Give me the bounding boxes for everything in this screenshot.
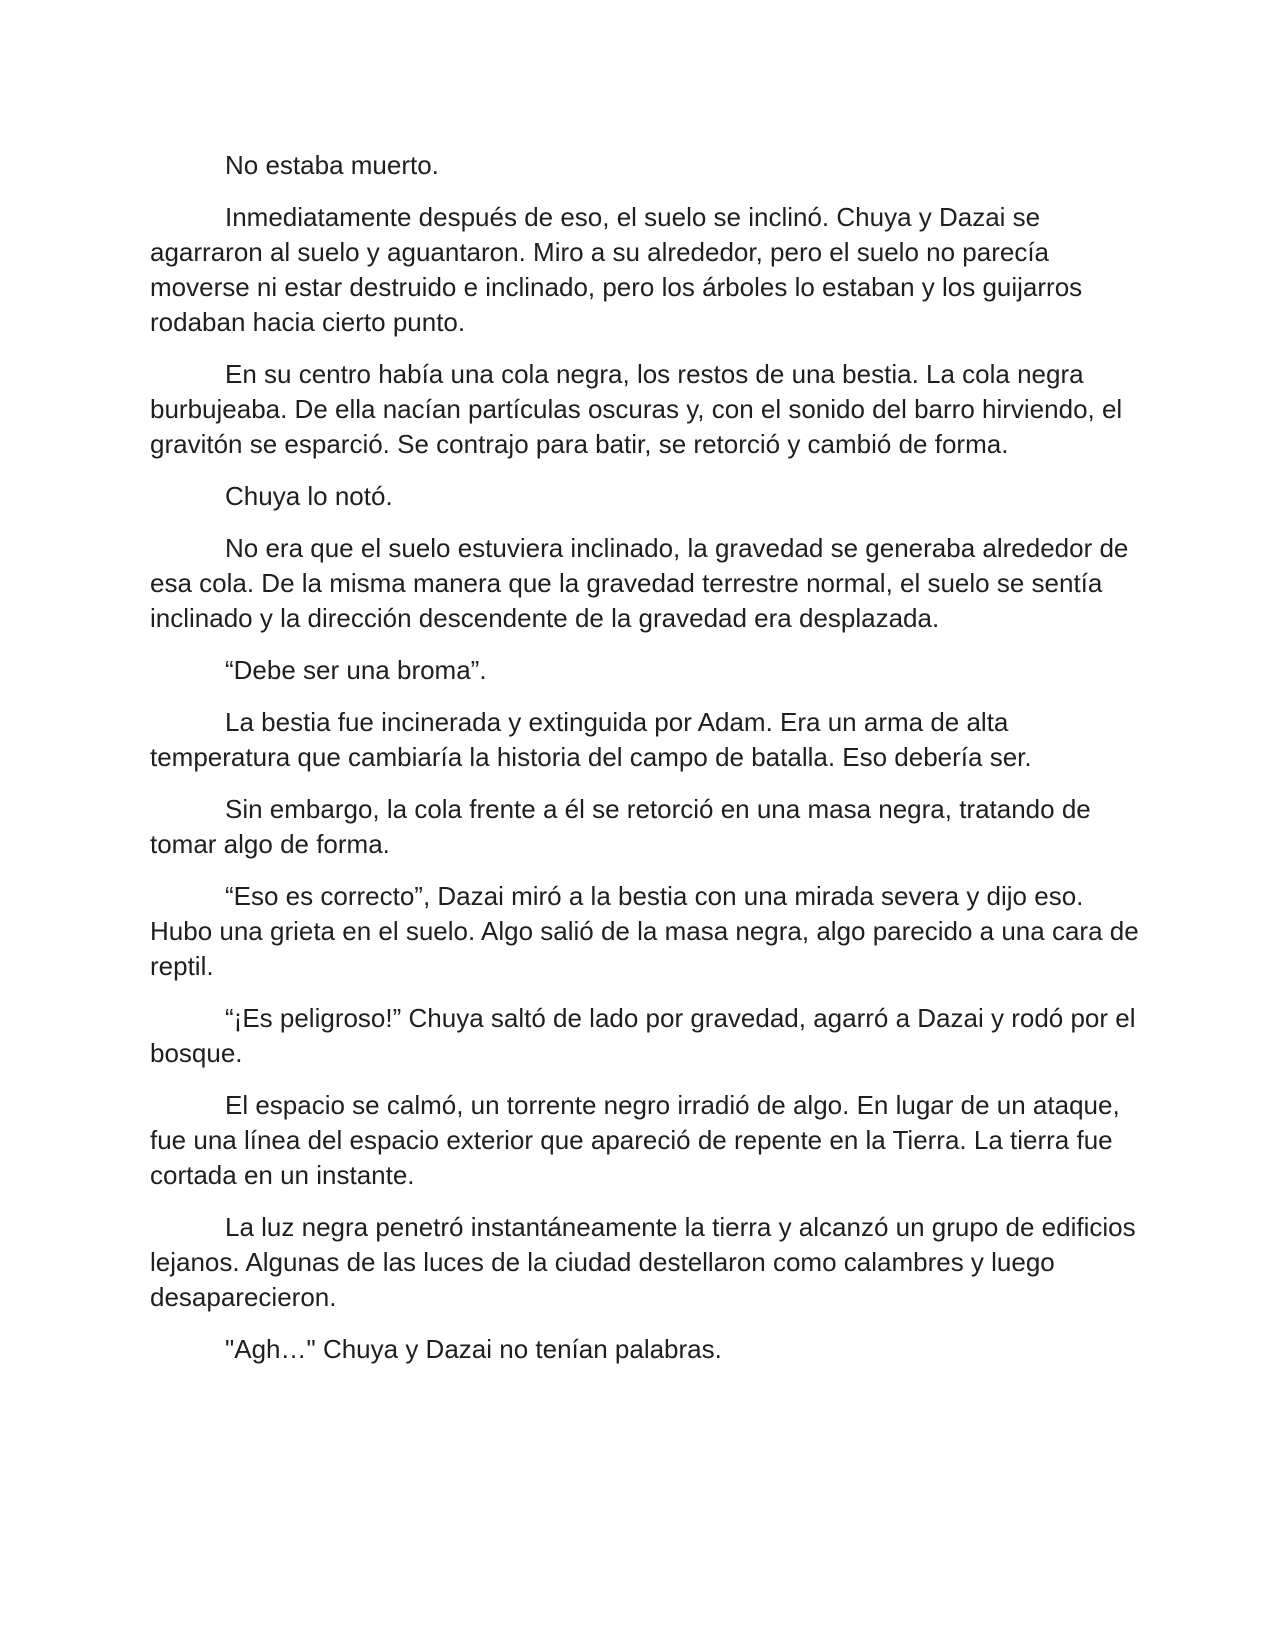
paragraph: En su centro había una cola negra, los restos de una bestia. La cola negra burbujeaba. De ella nacían partículas oscuras y, con el sonido del barro hirviendo, el gravitón se esparció. Se contrajo para batir, se retorció y cambió de forma. [150,359,1123,459]
paragraph: “Debe ser una broma”. [225,655,487,685]
paragraph: La bestia fue incinerada y extinguida por Adam. Era un arma de alta temperatura que cambiaría la historia del campo de batalla. Eso debería ser. [150,707,1032,772]
paragraph: No estaba muerto. [225,150,439,180]
paragraph: El espacio se calmó, un torrente negro irradió de algo. En lugar de un ataque, fue una línea del espacio exterior que apareció de repente en la Tierra. La tierra fue cortada en un instante. [150,1090,1120,1190]
document-body [150,148,1140,1384]
paragraph: “¡Es peligroso!” Chuya saltó de lado por gravedad, agarró a Dazai y rodó por el bosque. [150,1003,1136,1068]
paragraph: No era que el suelo estuviera inclinado, la gravedad se generaba alrededor de esa cola. De la misma manera que la gravedad terrestre normal, el suelo se sentía inclinado y la dirección descendente de la gravedad era desplazada. [150,533,1129,633]
paragraph: La luz negra penetró instantáneamente la tierra y alcanzó un grupo de edificios lejanos. Algunas de las luces de la ciudad destellaron como calambres y luego desaparecieron. [150,1212,1136,1312]
paragraph: Inmediatamente después de eso, el suelo se inclinó. Chuya y Dazai se agarraron al suelo y aguantaron. Miro a su alrededor, pero el suelo no parecía moverse ni estar destruido e inclinado, pero los árboles lo estaban y los guijarros rodaban hacia cierto punto. [150,202,1083,337]
paragraph: Sin embargo, la cola frente a él se retorció en una masa negra, tratando de tomar algo de forma. [150,794,1091,859]
paragraph: "Agh…" Chuya y Dazai no tenían palabras. [225,1334,722,1364]
paragraph: Chuya lo notó. [225,481,393,511]
paragraph: “Eso es correcto”, Dazai miró a la bestia con una mirada severa y dijo eso. Hubo una grieta en el suelo. Algo salió de la masa negra, algo parecido a una cara de reptil. [150,881,1139,981]
